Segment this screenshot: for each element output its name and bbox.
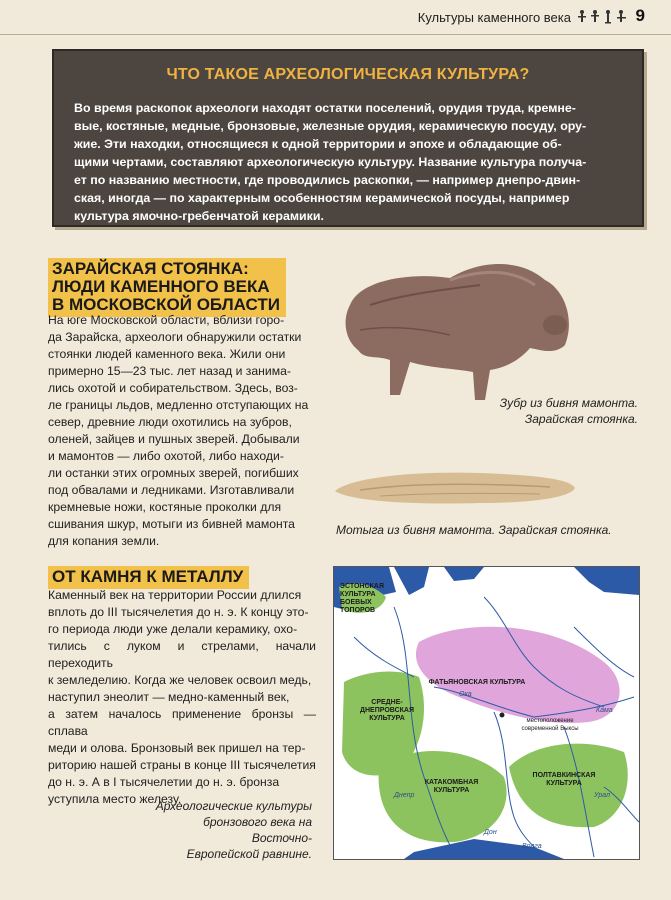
mattock-caption: Мотыга из бивня мамонта. Зарайская стоянка. — [336, 523, 612, 537]
river-volga-label: Волга — [522, 843, 542, 850]
river-oka-label: Ока — [459, 691, 472, 698]
section2-line: Каменный век на территории России длился — [48, 588, 302, 602]
section1-line: и мамонтов — либо охотой, либо находи- — [48, 449, 284, 463]
catacomb-culture-label: КАТАКОМБНАЯ КУЛЬТУРА — [424, 779, 479, 794]
section2-line: риторию нашей страны в конце III тысячелетия — [48, 758, 316, 772]
info-box-line: вые, костяные, медные, бронзовые, железные орудия, керамическую посуду, ору- — [74, 119, 587, 133]
info-box-line: щими чертами, составляют археологическую культуру. Название культура получа- — [74, 155, 587, 169]
map-caption-line: Археологические культуры — [155, 799, 312, 813]
section1-title-line: ЛЮДИ КАМЕННОГО ВЕКА — [52, 277, 270, 296]
map-caption-line: Европейской равнине. — [186, 847, 312, 861]
culture-map — [333, 566, 640, 860]
middle-dnieper-culture-label: СРЕДНЕ-ДНЕПРОВСКАЯ КУЛЬТУРА — [360, 699, 414, 722]
section1-title — [48, 258, 286, 317]
section2-line: а затем началось применение бронзы — сплава — [48, 707, 316, 738]
section1-line: ле границы льдов, медленно отступающих на — [48, 398, 309, 412]
section1-line: лись охотой и собирательством. Здесь, воз- — [48, 381, 298, 395]
river-dnieper-label: Днепр — [394, 792, 415, 799]
section2-line: до н. э. А в I тысячелетии до н. э. бронза — [48, 775, 280, 789]
section1-line: примерно 15—23 тыс. лет назад и занима- — [48, 364, 291, 378]
section2-title: ОТ КАМНЯ К МЕТАЛЛУ — [48, 566, 249, 589]
section2-line: меди и олова. Бронзовый век пришел на тер- — [48, 741, 306, 755]
poltavka-culture-label: ПОЛТАВКИНСКАЯ КУЛЬТУРА — [532, 772, 596, 787]
section1-line: стоянки людей каменного века. Жили они — [48, 347, 286, 361]
info-box-line: ет по названию местности, где проводились раскопки, — например днепро-двин- — [74, 173, 581, 187]
bison-caption-line: Зубр из бивня мамонта. — [499, 396, 638, 410]
estonian-culture-label: ЭСТОНСКАЯ КУЛЬТУРА БОЕВЫХ ТОПОРОВ — [340, 583, 384, 614]
cave-figures-icon — [577, 8, 629, 26]
section1-line: ли останки этих огромных зверей, погибших — [48, 466, 299, 480]
section1-line: кремневые ножи, костяные проколки для — [48, 500, 282, 514]
river-ural-label: Урал — [594, 792, 611, 799]
section1-line: На юге Московской области, вблизи горо- — [48, 313, 285, 327]
info-box-line: Во время раскопок археологи находят остатки поселений, орудия труда, кремне- — [74, 101, 576, 115]
fatyanovo-culture-label: ФАТЬЯНОВСКАЯ КУЛЬТУРА — [428, 679, 526, 686]
section1-line: сшивания шкур, мотыги из бивней мамонта — [48, 517, 295, 531]
info-box — [52, 49, 644, 227]
section2-line: уступила место железу. — [48, 792, 182, 806]
map-caption-line: бронзового века на Восточно- — [203, 815, 312, 845]
map-caption — [140, 798, 312, 862]
info-box-line: ская, иногда — по характерным особенностям керамической посуды, например — [74, 191, 570, 205]
bison-caption — [480, 395, 638, 427]
section2-line: наступил энеолит — медно-каменный век, — [48, 690, 290, 704]
info-box-title: ЧТО ТАКОЕ АРХЕОЛОГИЧЕСКАЯ КУЛЬТУРА? — [166, 66, 530, 83]
section2-line: к земледелию. Когда же человек освоил медь, — [48, 673, 312, 687]
info-box-line: жие. Эти находки, относящиеся к одной территории и эпохе и обладающие об- — [74, 137, 562, 151]
section1-title-line: В МОСКОВСКОЙ ОБЛАСТИ — [52, 295, 280, 314]
mattock-image — [330, 463, 580, 513]
section2-line: го периода люди уже делали керамику, охо- — [48, 622, 298, 636]
info-box-line: культура ямочно-гребенчатой керамики. — [74, 209, 324, 223]
section2-line: вплоть до III тысячелетия до н. э. К концу это- — [48, 605, 309, 619]
vyksa-label: местоположение современной Выксы — [521, 718, 579, 732]
section1-text — [48, 312, 316, 550]
section1-line: да Зарайска, археологи обнаружили остатки — [48, 330, 302, 344]
bison-figurine-image — [330, 250, 580, 405]
info-box-text — [74, 99, 626, 225]
river-don-label: Дон — [484, 829, 497, 836]
section1-line: для копания земли. — [48, 534, 160, 548]
section1-line: под обвалами и ледниками. Изготавливали — [48, 483, 295, 497]
bison-caption-line: Зарайская стоянка. — [524, 412, 638, 426]
section2-text — [48, 587, 316, 808]
section2-line: тились с луком и стрелами, начали переходить — [48, 639, 316, 670]
section1-line: оленей, зайцев и пушных зверей. Добывали — [48, 432, 300, 446]
page-header — [0, 0, 671, 35]
section1-title-line: ЗАРАЙСКАЯ СТОЯНКА: — [52, 259, 249, 278]
river-kama-label: Кама — [596, 707, 613, 714]
section1-line: север, древние люди охотились на зубров, — [48, 415, 292, 429]
header-title: Культуры каменного века — [417, 10, 571, 25]
page-number: 9 — [635, 6, 645, 25]
